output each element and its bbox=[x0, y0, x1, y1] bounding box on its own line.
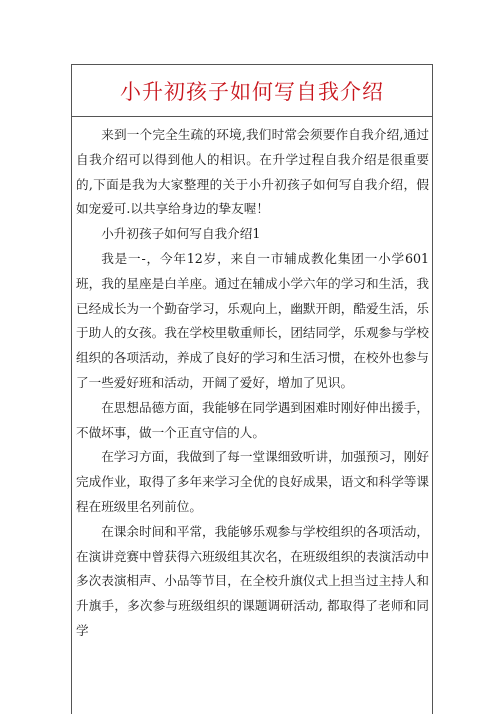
body-paragraph: 在课余时间和平常，我能够乐观参与学校组织的各项活动，在演讲竞赛中曾获得六班级组其次名，在班级组织的表演活动中多次表演相声、小品等节目，在全校升旗仪式上担当过主持人和升旗手，多次参与班级组织的课题调研活动, 都取得了老师和同学 bbox=[76, 523, 429, 638]
intro-paragraph: 来到一个完全生疏的环境,我们时常会须要作自我介绍,通过自我介绍可以得到他人的相识。在升学过程自我介绍是很重要的,下面是我为大家整理的关于小升初孩子如何写自我介绍，假如宠爱可.以共享给身边的挚友喔！ bbox=[76, 127, 429, 217]
title-row bbox=[72, 65, 432, 117]
body-paragraph: 我是一-，今年12岁，来自一市辅成教化集团一小学601班，我的星座是白羊座。通过在辅成小学六年的学习和生活，我已经成长为一个勤奋学习，乐观向上，幽默开朗，酷爱生活，乐于助人的女孩。我在学校里敬重师长，团结同学，乐观参与学校组织的各项活动，养成了良好的学习和生活习惯，在校外也参与了一些爱好班和活动，开阔了爱好，增加了见识。 bbox=[76, 250, 429, 390]
body-paragraph: 在思想品德方面，我能够在同学遇到困难时刚好伸出援手，不做坏事，做一个正直守信的人。 bbox=[76, 399, 429, 440]
document-title: 小升初孩子如何写自我介绍 bbox=[120, 79, 384, 104]
document-frame bbox=[71, 64, 433, 714]
document-body bbox=[72, 123, 432, 644]
section-heading: 小升初孩子如何写自我介绍1 bbox=[101, 226, 261, 242]
body-paragraph: 在学习方面，我做到了每一堂课细致听讲，加强预习，刚好完成作业，取得了多年来学习全优的良好成果，语文和科学等课程在班级里名列前位。 bbox=[76, 449, 429, 514]
